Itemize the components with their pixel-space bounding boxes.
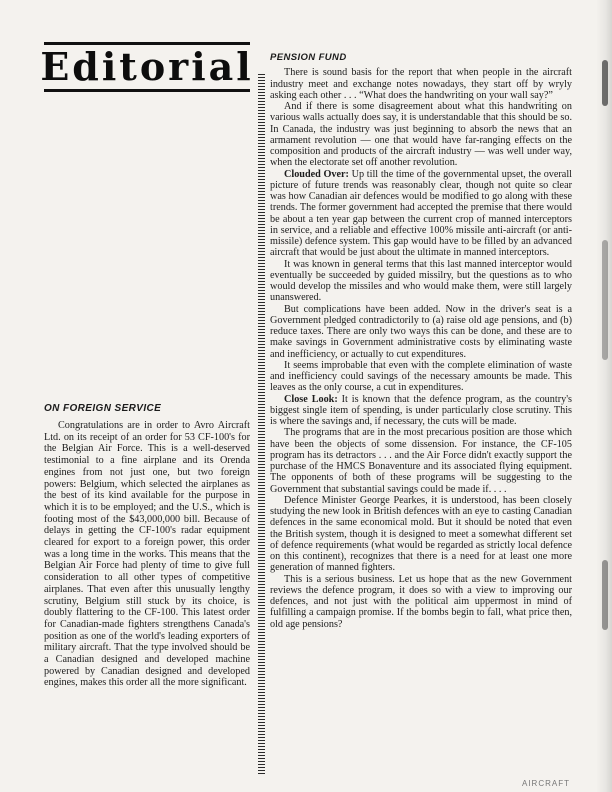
pension-paragraph-5 (270, 304, 572, 360)
paragraph-text: The programs that are in the most precarious position are those which have been the objects of some dissension. For instance, the CF-105 program has its detractors . . . and the Air Force didn't exactly support the purchase of the HMCS Bonaventure and its associated flying equipment. The opponents of both of these programs will be suggesting to the Government that substantial savings could be made if. . . . (270, 427, 572, 495)
pension-paragraph-1 (270, 67, 572, 101)
foreign-service-heading: ON FOREIGN SERVICE (44, 403, 162, 414)
edge-scuff (602, 60, 608, 106)
subhead-clouded-over: Clouded Over: (284, 168, 349, 180)
paragraph-text: It seems improbable that even with the complete elimination of waste and inefficiency could savings of the necessary amounts be made. This leaves as the only course, a cut in expenditures. (270, 359, 572, 394)
paragraph-text: This is a serious business. Let us hope that as the new Government reviews the defence program, it does so with a view to improving our defences, and not just with the political aim uppermost in mind of fulfilling a campaign promise. If the bombs begin to fall, what price then, old age pensions? (270, 573, 572, 630)
left-column (44, 403, 250, 689)
column-rule (258, 74, 265, 774)
masthead-title: Editorial (40, 44, 254, 89)
paragraph-text: It was known in general terms that this last manned interceptor would eventually be succeeded by guided missilry, but the questions as to who would develop the missiles and who would make them, were still largely unanswered. (270, 258, 572, 304)
pension-paragraph-3 (270, 169, 572, 259)
edge-scuff (602, 240, 608, 360)
pension-paragraph-4 (270, 259, 572, 304)
paragraph-text: There is sound basis for the report that when people in the aircraft industry meet and exchange notes nowadays, they start off by wryly asking each other . . . “What does the handwriting on your wall say?” (270, 67, 572, 101)
paragraph-text: It is known that the defence program, as the country's biggest single item of spending, is under particularly close scrutiny. This is where the savings and, if necessary, the cuts will be made. (270, 393, 572, 428)
pension-paragraph-8 (270, 427, 572, 495)
publication-footer: AIRCRAFT (522, 779, 570, 788)
masthead (40, 42, 254, 92)
pension-paragraph-10 (270, 574, 572, 630)
foreign-service-paragraph: Congratulations are in order to Avro Aircraft Ltd. on its receipt of an order for 53 CF-100's for the Belgian Air Force. This is a well-deserved testimonial to a fine airplane and its Orenda engines from not just one, but two foreign powers: Belgium, which selected the airplanes as the best of its kind available for the purpose in which it is to be employed; and the U.S., which is footing most of the $43,000,000 bill. Because of delays in getting the CF-100's radar equipment cleared for export to a foreign power, this order was a long time in the works. This means that the Belgian Air Force had plenty of time to give full consideration to all other types of competitive airplanes. That even after this unusually lengthy scrutiny, Belgium still stuck by its choice, is doubly flattering to the CF-100. This latest order for Canadian-made fighters strengthens Canada's position as one of the world's leading exporters of military aircraft. That the type involved should be a Canadian designed and developed machine powered by Canadian designed and developed engines, makes this order all the more significant. (44, 420, 250, 689)
paragraph-text: But complications have been added. Now in the driver's seat is a Government pledged contradictorily to (a) raise old age pensions, and (b) reduce taxes. There are only two ways this can be done, and these are to make savings in Government administrative costs by eliminating waste and inefficiency, or actually to cut expenditures. (270, 303, 572, 360)
paragraph-text: Up till the time of the governmental upset, the overall picture of future trends was reasonably clear, though not quite so clear was how Canadian air defences would be modified to go along with these trends. The former government had accepted the premise that there would be about a ten year gap between the current crop of manned interceptors in service, and a reliable and effective 100% missile anti-aircraft (or anti-missile) defence system. This gap would have to be filled by an advanced aircraft that would be just about the ultimate in manned interceptors. (270, 168, 572, 259)
pension-paragraph-7 (270, 394, 572, 428)
pension-fund-heading: PENSION FUND (270, 52, 347, 63)
paragraph-text: Defence Minister George Pearkes, it is understood, has been closely studying the new look in British defences with an eye to casting Canadian defences in the same economical mold. But it should be noted that even the British system, though it is designed to meet a somewhat different set of defence requirements (what would be regarded as strictly local defence on this continent), recognizes that there is a need for at least one more generation of manned fighters. (270, 494, 572, 574)
right-column (270, 53, 572, 630)
pension-paragraph-2 (270, 101, 572, 169)
pension-paragraph-6 (270, 360, 572, 394)
pension-paragraph-9 (270, 495, 572, 574)
page-edge-shadow (596, 0, 612, 792)
edge-scuff (602, 560, 608, 630)
subhead-close-look: Close Look: (284, 393, 338, 405)
paragraph-text: And if there is some disagreement about what this handwriting on various walls actually does say, it is understandable that this should be so. In Canada, the industry was just beginning to absorb the news that an armament revolution — one that would have far-ranging effects on the composition and products of the aircraft industry — was well under way, when the electorate set off another revolution. (270, 101, 572, 169)
